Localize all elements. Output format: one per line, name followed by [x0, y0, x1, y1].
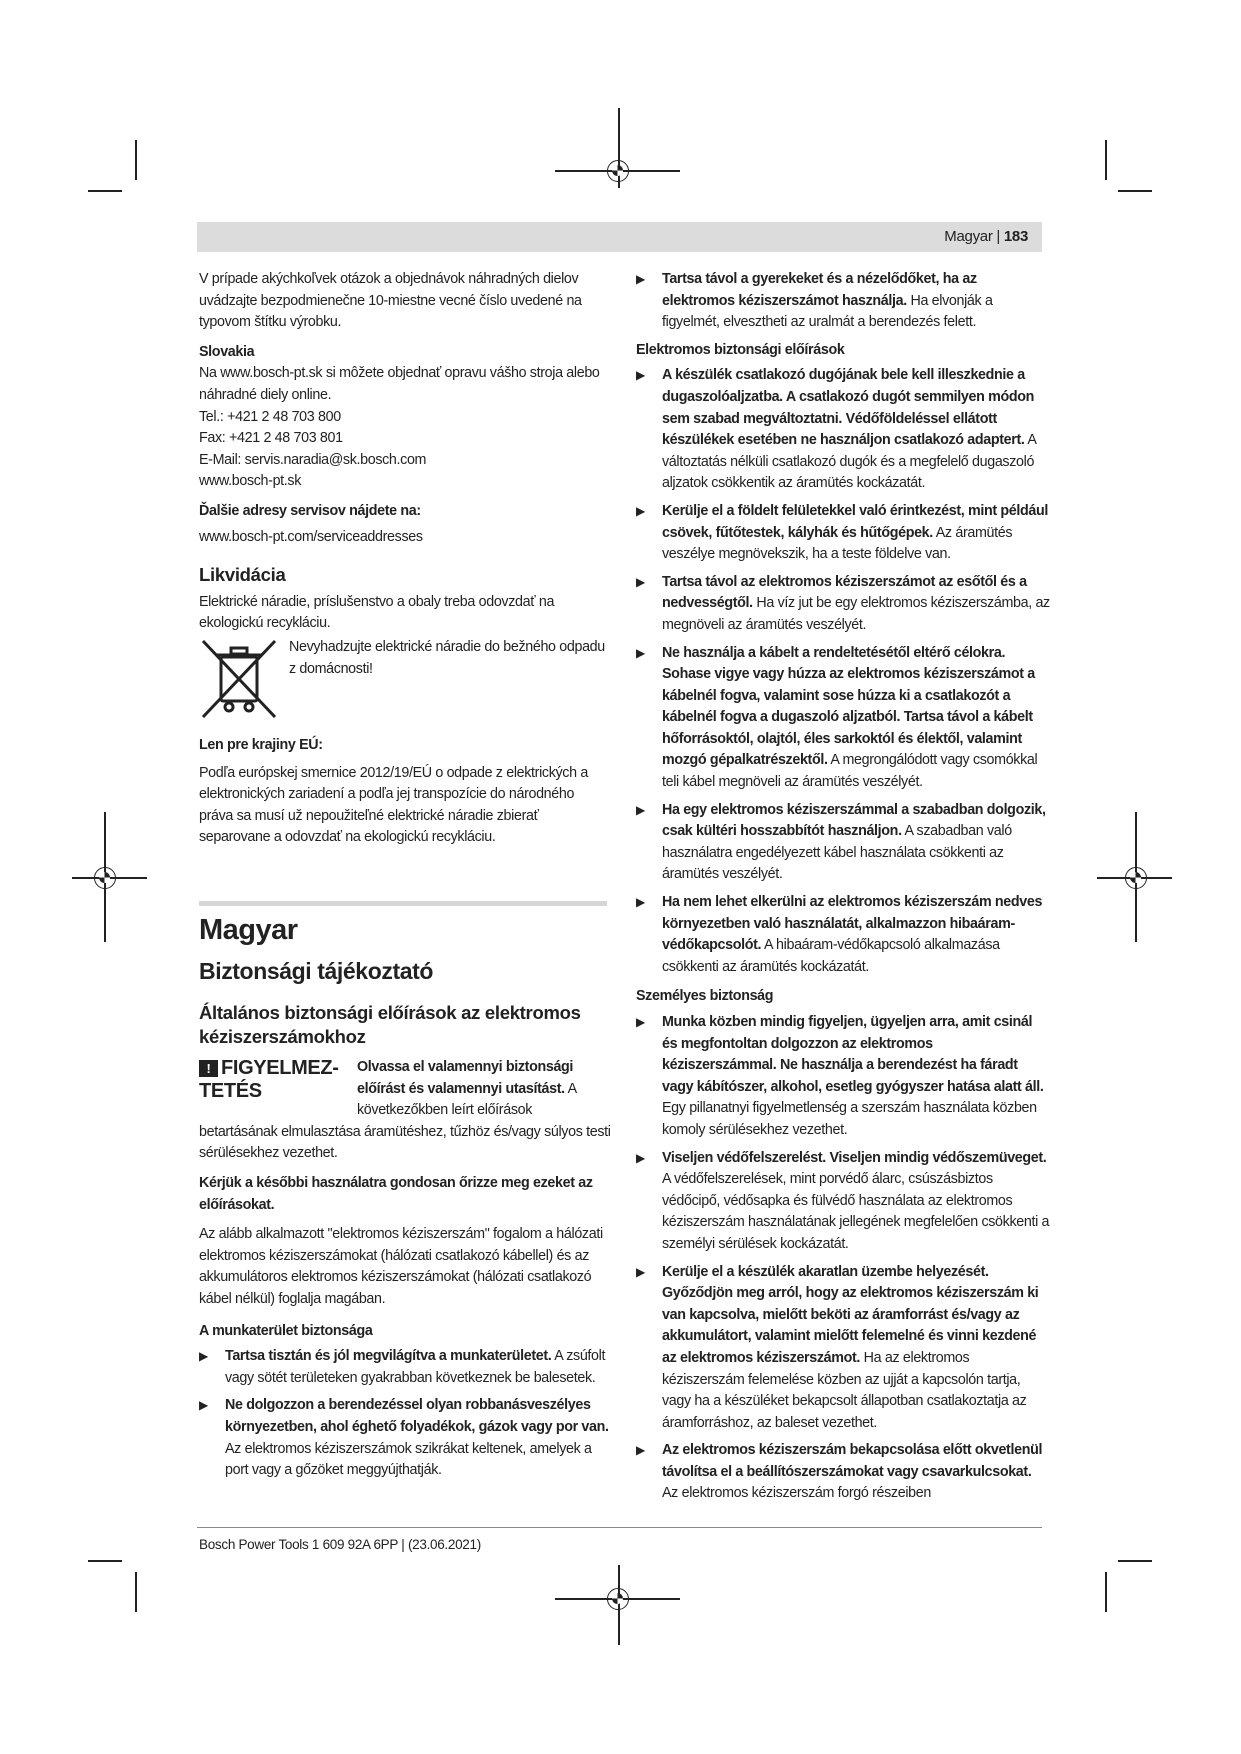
bullet-item: [199, 1395, 611, 1481]
bullet-text: Ha az elektromos kéziszerszám felemelése közben az ujját a kapcsolón tartja, vagy ha a készüléket bekapcsolt állapotban csatlakoztatja az áramforráshoz, az baleset vezethet.: [662, 1349, 1027, 1431]
warning-triangle-icon: !: [199, 1060, 218, 1077]
bullet-text: Egy pillanatnyi figyelmetlenség a szerszám használata közben komoly sérülésekhez vezethet.: [662, 1100, 1037, 1138]
bullet-text: A változtatás nélküli csatlakozó dugók és a megfelelő dugaszoló aljzatok csökkentik az áramütés kockázatát.: [662, 432, 1036, 492]
crop-mark: [1105, 140, 1107, 180]
bullet-bold-text: Ha nem lehet elkerülni az elektromos kéziszerszám nedves környezetben való használatát, alkalmazzon hibaáram-védőkapcsolót.: [662, 894, 1043, 954]
bullet-bold-text: A készülék csatlakozó dugójának bele kell illeszkednie a dugaszolóaljzatba. A csatlakozó dugót semmilyen módon sem szabad megváltoztatni. Védőföldeléssel ellátott készülékek esetében ne használjon csatlakozó adaptert.: [662, 367, 1035, 449]
electrical-list: [636, 365, 1050, 978]
disposal-heading: Likvidácia: [199, 564, 286, 586]
work-area-list: [199, 1346, 611, 1482]
bullet-text: Az áramütés veszélye megnövekszik, ha a teste földelve van.: [662, 524, 1013, 563]
warning-block: [199, 1057, 611, 1165]
bullet-arrow-icon: ▶: [636, 802, 645, 817]
more-addresses-heading: Ďalšie adresy servisov nájdete na:: [199, 502, 421, 519]
safety-title: Biztonsági tájékoztató: [199, 958, 434, 985]
header-separator: |: [992, 228, 1004, 245]
bullet-item: [636, 1440, 1050, 1505]
right-column: [636, 269, 1050, 1511]
section-divider: [199, 901, 607, 906]
bullet-arrow-icon: ▶: [199, 1398, 208, 1413]
bullet-bold-text: Viseljen védőfelszerelést. Viseljen mindig védőszemüveget.: [662, 1149, 1047, 1166]
header-language: Magyar: [944, 228, 993, 245]
bullet-bold-text: Ne dolgozzon a berendezéssel olyan robbanásveszélyes környezetben, ahol éghető folyadékok, gázok vagy por van.: [225, 1397, 609, 1435]
bullet-bold-text: Kerülje el a készülék akaratlan üzembe helyezését. Győződjön meg arról, hogy az elektromos kéziszerszám ki van kapcsolva, mielőtt beköti az áramforrást és/vagy az akkumulátort, valamint mielőtt felemelné és vinni kezdené az elektromos kéziszerszámot.: [662, 1263, 1039, 1366]
bullet-item: [636, 1012, 1050, 1142]
bullet-bold-text: Tartsa tisztán és jól megvilágítva a munkaterületet.: [225, 1348, 552, 1365]
bullet-bold-text: Tartsa távol az elektromos kéziszerszámot az esőtől és a nedvességtől.: [662, 573, 1027, 612]
contact-phone: Tel.: +421 2 48 703 800: [199, 408, 341, 425]
footer-text: Bosch Power Tools 1 609 92A 6PP | (23.06.2021): [199, 1537, 481, 1552]
eu-paragraph: Podľa európskej smernice 2012/19/EÚ o odpade z elektrických a elektronických zariadení a podľa jej transpozície do národného práva sa musí už nepoužiteľné elektrické náradie zbierať separovane a odovzdať na ekologickú recykláciu.: [199, 764, 588, 846]
bullet-arrow-icon: ▶: [636, 1443, 645, 1458]
slovakia-heading: Slovakia: [199, 343, 255, 360]
bullet-bold-text: Az elektromos kéziszerszám bekapcsolása előtt okvetlenül távolítsa el a beállítószerszámokat vagy csavarkulcsokat.: [662, 1442, 1043, 1480]
contact-website: www.bosch-pt.sk: [199, 473, 302, 490]
bullet-text: Az elektromos kéziszerszám forgó részeiben: [662, 1485, 931, 1502]
electrical-heading: Elektromos biztonsági előírások: [636, 341, 845, 358]
bullet-arrow-icon: ▶: [636, 1015, 645, 1029]
crop-mark: [88, 190, 122, 192]
personal-heading: Személyes biztonság: [636, 988, 774, 1005]
bullet-item: [636, 269, 1050, 334]
warning-label-text: FIGYELMEZ-TETÉS: [199, 1057, 339, 1103]
bullet-arrow-icon: ▶: [199, 1349, 208, 1364]
personal-list: [636, 1012, 1050, 1505]
page-header-text: [944, 228, 1028, 245]
bullet-text: Ha víz jut be egy elektromos kéziszerszámba, az megnöveli az áramütés veszélyét.: [662, 595, 1050, 633]
crop-mark: [1105, 1572, 1107, 1612]
eu-heading: Len pre krajiny EÚ:: [199, 736, 323, 753]
bullet-text: A szabadban való használatra engedélyezett kábel használata csökkenti az áramütés veszélyét.: [662, 823, 1012, 883]
bullet-text: A hibaáram-védőkapcsoló alkalmazása csökkenti az áramütés kockázatát.: [662, 937, 1000, 975]
bullet-item: [636, 1262, 1050, 1435]
bullet-item: [199, 1346, 611, 1389]
bullet-bold-text: Kerülje el a földelt felületekkel való érintkezést, mint például csövek, fűtőtestek, kályhák és hűtőgépek.: [662, 502, 1048, 541]
work-area-heading: A munkaterület biztonsága: [199, 1322, 373, 1339]
bullet-item: [636, 365, 1050, 495]
warning-label: [199, 1057, 349, 1103]
bullet-arrow-icon: ▶: [636, 503, 645, 518]
bullet-bold-text: Ne használja a kábelt a rendeltetésétől eltérő célokra. Sohase vigye vagy húzza az elektromos kéziszerszámot a kábelnél fogva, valamint sose húzza ki a csatlakozót a kábelnél fogva a dugaszoló aljzatból. Tartsa távol a kábelt hőforrásoktól, olajtól, éles sarkoktól és élektől, valamint mozgó gépalkatrészektől.: [662, 644, 1035, 769]
bullet-bold-text: Munka közben mindig figyeljen, ügyeljen arra, amit csinál és megfontoltan dolgozzon az elektromos kéziszerszámmal. Ne használja a berendezést ha fáradt vagy kábítószer, alkohol, esetleg gyógyszer hatása alatt áll.: [662, 1014, 1044, 1095]
contact-fax: Fax: +421 2 48 703 801: [199, 430, 343, 447]
bullet-text: Az elektromos kéziszerszámok szikrákat keltenek, amelyek a port vagy a gőzöket meggyújthatják.: [225, 1440, 592, 1479]
bullet-arrow-icon: ▶: [636, 1264, 645, 1279]
bullet-item: [636, 501, 1050, 566]
disposal-paragraph: Elektrické náradie, príslušenstvo a obaly treba odovzdať na ekologickú recykláciu.: [199, 593, 555, 632]
bullet-arrow-icon: ▶: [636, 645, 645, 660]
crop-mark: [135, 1572, 137, 1612]
warning-bold-text: Olvassa el valamennyi biztonsági előírást és valamennyi utasítást.: [357, 1059, 574, 1097]
disposal-icon-text: Nevyhadzujte elektrické náradie do bežného odpadu z domácnosti!: [289, 638, 605, 677]
bullet-item: [636, 572, 1050, 637]
crop-mark: [1118, 1560, 1152, 1562]
bullet-item: [636, 1148, 1050, 1256]
crop-mark: [135, 140, 137, 180]
bullet-item: [636, 800, 1050, 886]
top-list: [636, 269, 1050, 334]
crossed-bin-icon: [199, 637, 279, 721]
crop-mark: [1118, 190, 1152, 192]
page-number: 183: [1003, 228, 1028, 245]
bullet-arrow-icon: ▶: [636, 1150, 645, 1165]
bullet-arrow-icon: ▶: [636, 574, 645, 589]
registration-mark-icon: [94, 867, 116, 889]
bullet-arrow-icon: ▶: [636, 895, 645, 910]
keep-instructions: Kérjük a későbbi használatra gondosan őrizze meg ezeket az előírásokat.: [199, 1175, 593, 1213]
crop-mark: [88, 1560, 122, 1562]
bullet-arrow-icon: ▶: [636, 272, 645, 286]
service-addresses-url: www.bosch-pt.com/serviceaddresses: [199, 528, 423, 545]
contact-line: Na www.bosch-pt.sk si môžete objednať opravu vášho stroja alebo náhradné diely online.: [199, 365, 600, 403]
definition-paragraph: Az alább alkalmazott "elektromos kéziszerszám" fogalom a hálózati elektromos kéziszerszámokat (hálózati csatlakozó kábellel) és az akkumulátoros elektromos kéziszerszámokat (hálózati csatlakozó kábel nélkül) foglalja magában.: [199, 1226, 603, 1307]
disposal-notice: [199, 637, 611, 721]
bullet-arrow-icon: ▶: [636, 368, 645, 383]
slovakia-contact: [199, 363, 611, 493]
general-safety-title: Általános biztonsági előírások az elektromos kéziszerszámokhoz: [199, 1002, 581, 1048]
registration-mark-icon: [1125, 867, 1147, 889]
bullet-item: [636, 892, 1050, 978]
footer-divider: [197, 1527, 1042, 1528]
section-title: Magyar: [199, 913, 298, 946]
warning-text: A következőkben leírt előírások betartásának elmulasztása áramütéshez, tűzhöz és/vagy súlyos testi sérülésekhez vezethet.: [199, 1080, 611, 1162]
bullet-text: Ha elvonják a figyelmét, elvesztheti az uralmát a berendezés felett.: [662, 292, 993, 331]
bullet-item: [636, 643, 1050, 794]
intro-paragraph: V prípade akýchkoľvek otázok a objednávok náhradných dielov uvádzajte bezpodmienečne 10-miestne vecné číslo uvedené na typovom štítku výrobku.: [199, 271, 582, 331]
bullet-text: A zsúfolt vagy sötét területeken gyakrabban következnek be balesetek.: [225, 1348, 606, 1386]
bullet-bold-text: Tartsa távol a gyerekeket és a nézelődőket, ha az elektromos kéziszerszámot használja.: [662, 271, 977, 309]
bullet-text: A megrongálódott vagy csomókkal teli kábel megnöveli az áramütés veszélyét.: [662, 752, 1038, 791]
bullet-bold-text: Ha egy elektromos kéziszerszámmal a szabadban dolgozik, csak kültéri hosszabbítót használjon.: [662, 801, 1046, 840]
registration-mark-icon: [607, 160, 629, 182]
registration-mark-icon: [607, 1588, 629, 1610]
bullet-text: A védőfelszerelések, mint porvédő álarc, csúszásbiztos védőcipő, védősapka és fülvédő használata az elektromos kéziszerszám használatának jellegének megfelelően csökkenti a személyi sérülések kockázatát.: [662, 1171, 1050, 1252]
page-header: [197, 222, 1042, 252]
contact-email: E-Mail: servis.naradia@sk.bosch.com: [199, 451, 427, 468]
left-column: [199, 269, 611, 1488]
